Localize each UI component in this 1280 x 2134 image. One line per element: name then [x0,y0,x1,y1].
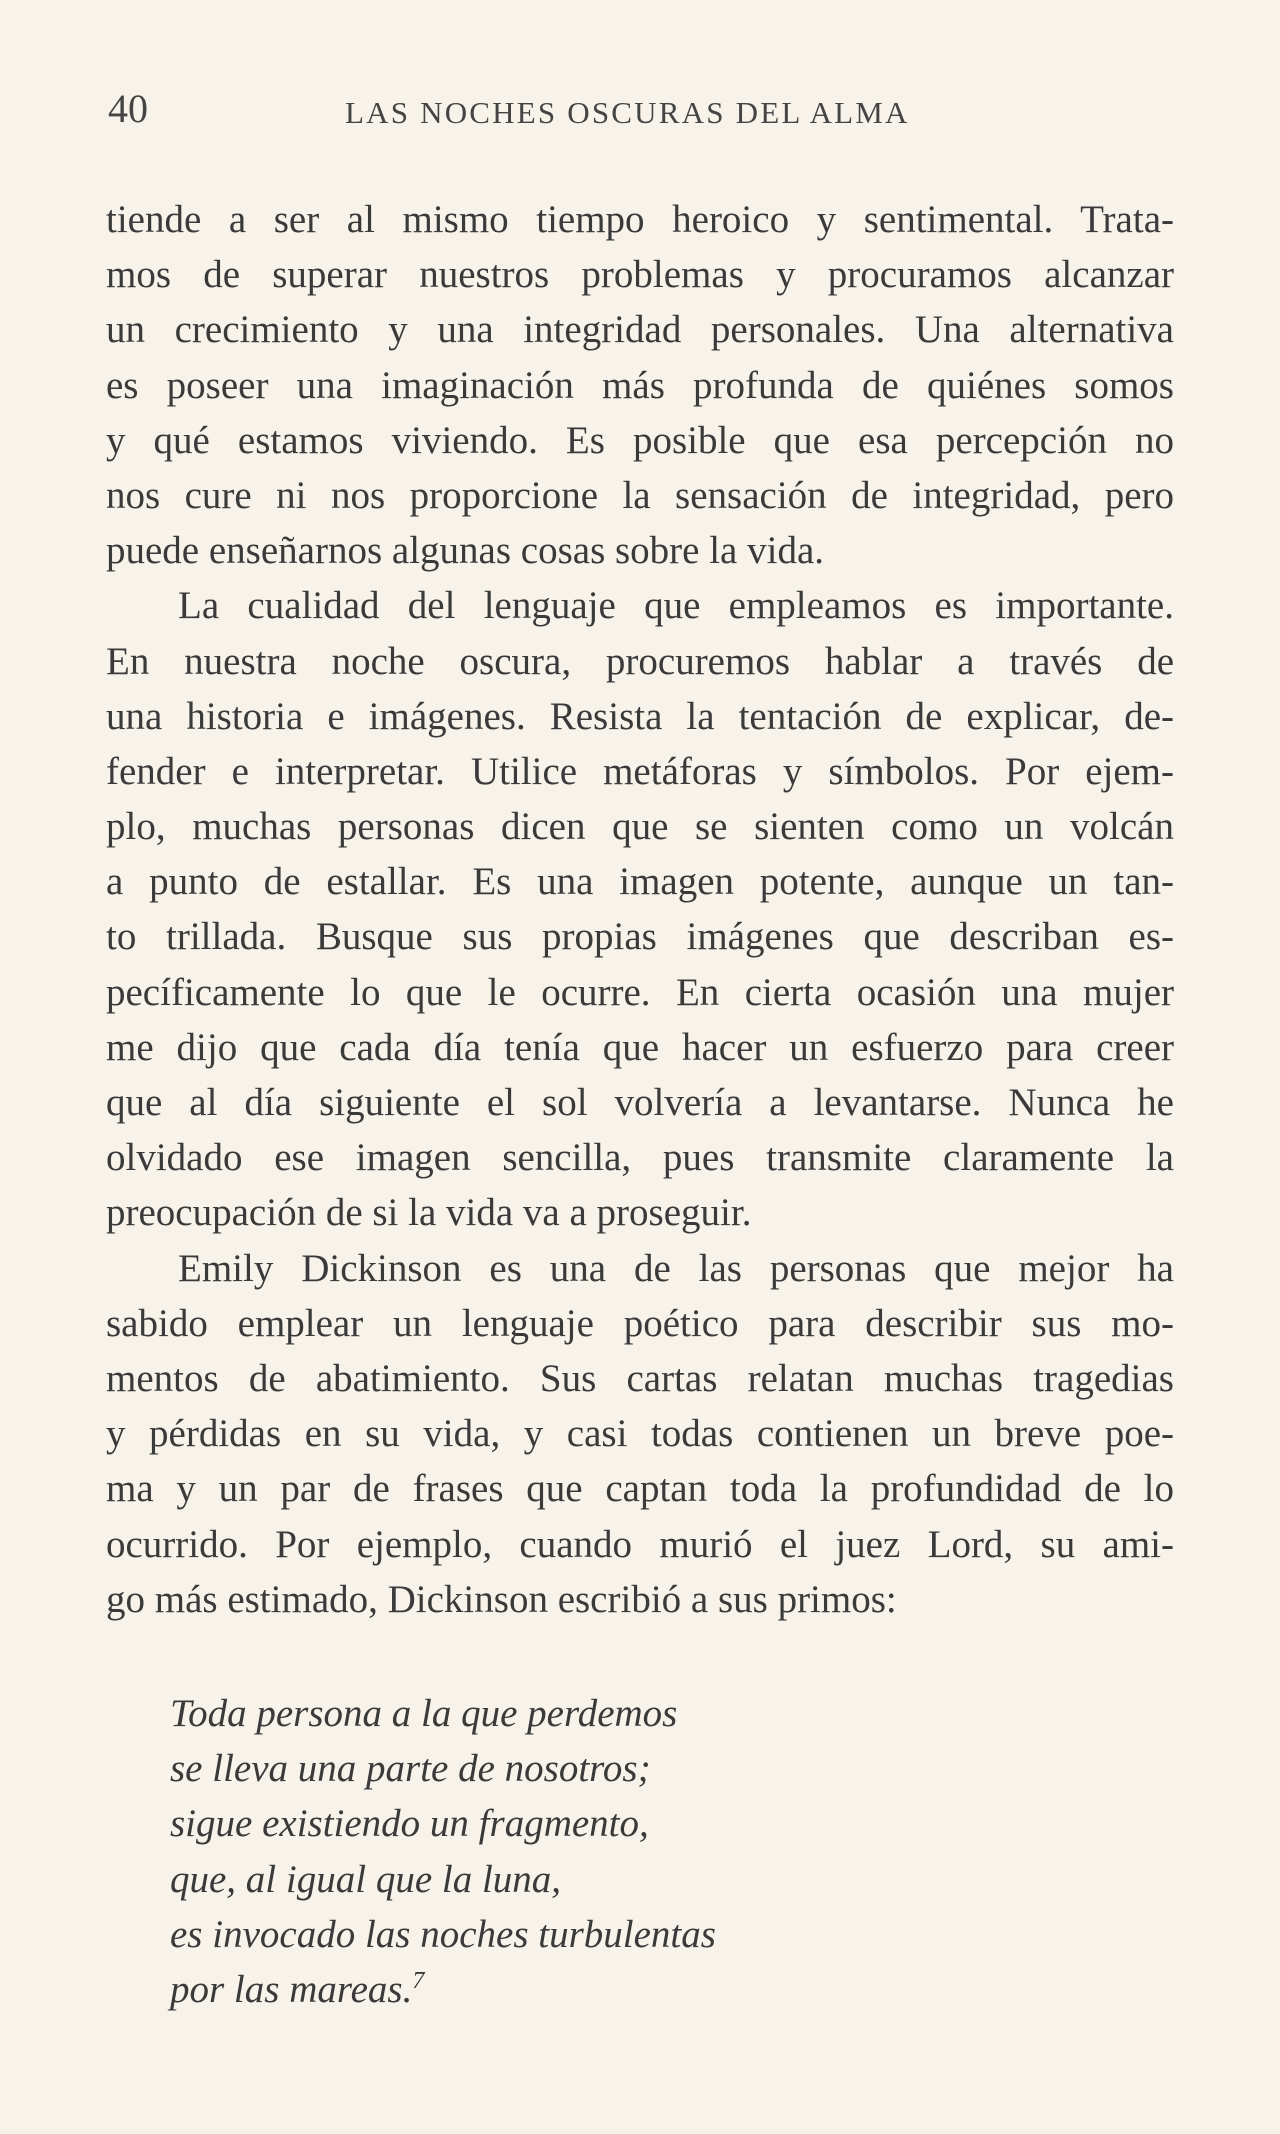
poem-block [170,1686,1070,2017]
poem-line: sigue existiendo un fragmento, [170,1802,649,1846]
poem-line: se lleva una parte de nosotros; [170,1747,651,1791]
text-line: mos de superar nuestros problemas y procuramos alcanzar [106,253,1174,297]
text-line: La cualidad del lenguaje que empleamos es importante. [178,584,1174,628]
text-line: plo, muchas personas dicen que se sienten como un volcán [106,805,1174,849]
text-line: go más estimado, Dickinson escribió a sus primos: [106,1577,897,1621]
footnote-marker: 7 [412,1967,425,1994]
text-line: mentos de abatimiento. Sus cartas relatan muchas tragedias [106,1356,1174,1400]
text-line: En nuestra noche oscura, procuremos hablar a través de [106,639,1174,683]
poem-line: que, al igual que la luna, [170,1857,562,1901]
text-line: fender e interpretar. Utilice metáforas y símbolos. Por ejem- [106,749,1174,793]
page-number: 40 [108,86,148,131]
poem-line-text: por las mareas. [170,1967,413,2011]
text-line: Emily Dickinson es una de las personas que mejor ha [178,1246,1174,1290]
poem-line: Toda persona a la que perdemos [170,1692,678,1735]
text-line: me dijo que cada día tenía que hacer un esfuerzo para creer [106,1025,1174,1069]
text-line: puede enseñarnos algunas cosas sobre la vida. [106,529,825,573]
poem-line: es invocado las noches turbulentas [170,1912,716,1956]
text-line: es poseer una imaginación más profunda de quiénes somos [106,363,1174,407]
text-line: tiende a ser al mismo tiempo heroico y sentimental. Trata- [106,198,1174,241]
text-line: una historia e imágenes. Resista la tentación de explicar, de- [106,694,1174,738]
text-line: nos cure ni nos proporcione la sensación de integridad, pero [106,473,1174,517]
page-header [108,84,1172,134]
body-text [106,192,1174,1627]
text-line: sabido emplear un lenguaje poético para describir sus mo- [106,1301,1174,1345]
text-line: un crecimiento y una integridad personales. Una alternativa [106,308,1174,352]
running-title: LAS NOCHES OSCURAS DEL ALMA [345,95,910,130]
text-line: y pérdidas en su vida, y casi todas contienen un breve poe- [106,1412,1174,1456]
text-line: to trillada. Busque sus propias imágenes que describan es- [106,915,1174,959]
poem-line-last [170,1962,1070,2017]
text-line: ocurrido. Por ejemplo, cuando murió el juez Lord, su ami- [106,1522,1174,1566]
text-line: y qué estamos viviendo. Es posible que esa percepción no [106,418,1174,462]
text-line: ma y un par de frases que captan toda la profundidad de lo [106,1467,1174,1511]
text-line: a punto de estallar. Es una imagen potente, aunque un tan- [106,860,1174,904]
text-line: que al día siguiente el sol volvería a levantarse. Nunca he [106,1081,1174,1124]
text-line: olvidado ese imagen sencilla, pues transmite claramente la [106,1136,1174,1180]
text-line: pecíficamente lo que le ocurre. En cierta ocasión una mujer [106,970,1174,1014]
text-line: preocupación de si la vida va a proseguir. [106,1191,752,1235]
